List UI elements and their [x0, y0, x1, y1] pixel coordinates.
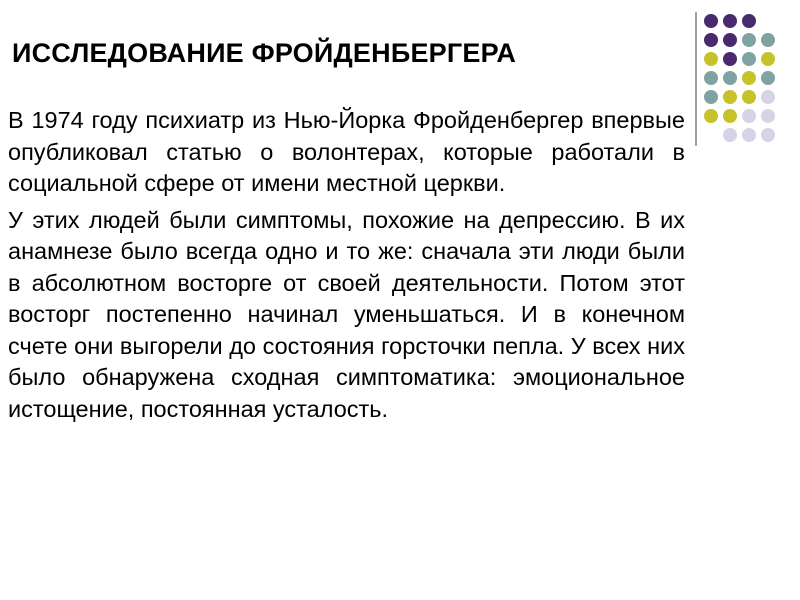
decorative-dot	[761, 33, 775, 47]
decorative-dot	[761, 128, 775, 142]
decorative-dot	[742, 33, 756, 47]
decorative-dot	[723, 90, 737, 104]
slide-title: ИССЛЕДОВАНИЕ ФРОЙДЕНБЕРГЕРА	[12, 38, 517, 68]
divider-line	[695, 12, 697, 146]
decorative-dot	[742, 109, 756, 123]
decorative-dot	[723, 52, 737, 66]
decorative-dot	[742, 90, 756, 104]
decorative-dot	[704, 52, 718, 66]
paragraph-intro: В 1974 году психиатр из Нью-Йорка Фройденбергер впервые опубликовал статью о волонтерах, которые работали в социальной сфере от имени местной церкви.	[8, 107, 685, 196]
decorative-dot	[761, 52, 775, 66]
decorative-dot	[761, 90, 775, 104]
decorative-dot	[723, 33, 737, 47]
paragraph-symptoms: У этих людей были симптомы, похожие на депрессию. В их анамнезе было всегда одно и то же: сначала эти люди были в абсолютном восторге от своей деятельности. Потом этот восторг постепенно начинал уменьшаться. И в конечном счете они выгорели до состояния горсточки пепла. У всех них было обнаружена сходная симптоматика: эмоциональное истощение, постоянная усталость.	[8, 206, 685, 422]
decorative-dot	[704, 14, 718, 28]
decorative-dot	[704, 71, 718, 85]
decorative-dot	[704, 90, 718, 104]
decorative-dot	[761, 109, 775, 123]
decorative-dot	[742, 71, 756, 85]
decorative-dot	[742, 52, 756, 66]
slide-body	[8, 105, 685, 430]
decorative-dot	[704, 109, 718, 123]
decorative-dot	[704, 33, 718, 47]
decorative-dot	[742, 128, 756, 142]
decorative-dot	[723, 14, 737, 28]
decorative-dot	[723, 109, 737, 123]
decorative-dot	[723, 71, 737, 85]
decorative-dot	[761, 71, 775, 85]
decorative-dot	[742, 14, 756, 28]
decorative-dot	[723, 128, 737, 142]
